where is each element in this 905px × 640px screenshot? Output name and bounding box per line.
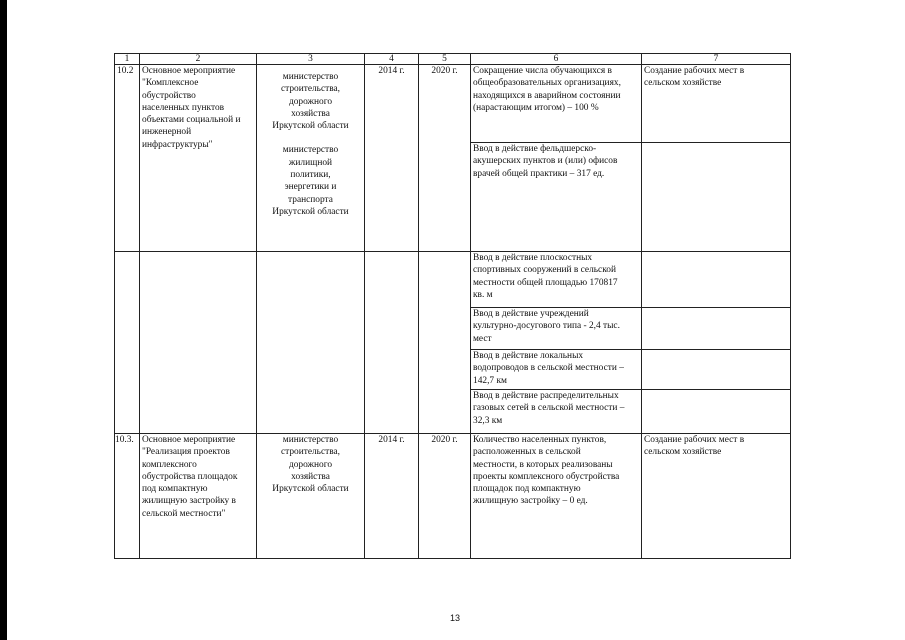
text-line: Иркутской области [272, 206, 349, 217]
text-line: кв. м [473, 289, 493, 300]
executors [257, 65, 365, 252]
text-line: дорожного [288, 459, 333, 470]
text-line: Ввод в действие фельдшерско- [473, 144, 597, 154]
text-line: под компактную [142, 484, 208, 495]
text-line: 32,3 км [473, 415, 503, 426]
text-line: проекты комплексного обустройства [473, 471, 620, 482]
text-line: хозяйства [291, 471, 330, 482]
text-line: жилищную застройку – 0 ед. [473, 496, 588, 507]
text-line: Ввод в действие учреждений [473, 309, 589, 319]
empty-cell [365, 252, 419, 434]
result-cell [471, 308, 642, 350]
text-line: Создание рабочих мест в [644, 435, 745, 445]
text-line: культурно-досугового типа - 2,4 тыс. [473, 321, 620, 332]
measure-title [140, 434, 257, 559]
text-line: "Комплексное [142, 78, 199, 89]
text-line: площадок под компактную [473, 484, 581, 495]
text-line: акушерских пунктов и (или) офисов [473, 156, 618, 167]
text-line: жилищную застройку в [142, 496, 236, 507]
result-cell [471, 252, 642, 308]
text-line: обустройства площадок [142, 471, 238, 482]
text-line: 142,7 км [473, 375, 507, 386]
header-row [115, 54, 791, 65]
text-line: мест [473, 333, 492, 344]
text-line: министерство [282, 72, 339, 82]
text-line: энергетики и [284, 182, 337, 193]
page-number: 13 [449, 613, 460, 623]
empty-cell [419, 252, 471, 434]
text-line: министерство [282, 145, 339, 156]
table-row [115, 65, 791, 143]
text-line: инженерной [142, 127, 192, 138]
text-line: объектами социальной и [142, 115, 241, 126]
start-year: 2014 г. [365, 434, 419, 559]
table-row [115, 434, 791, 559]
text-line: Основное мероприятие [142, 66, 236, 76]
text-line: (нарастающим итогом) – 100 % [473, 102, 599, 113]
text-line: населенных пунктов [142, 102, 225, 113]
text-line: газовых сетей в сельской местности – [473, 403, 625, 414]
effect-cell [642, 308, 791, 350]
text-line: транспорта [288, 194, 333, 205]
text-line: Ввод в действие распределительных [473, 391, 619, 401]
effect-cell [642, 350, 791, 390]
effect-cell [642, 390, 791, 434]
result-cell [471, 434, 642, 559]
text-line: хозяйства [291, 108, 330, 119]
table-row [115, 252, 791, 308]
result-cell [471, 65, 642, 143]
executors [257, 434, 365, 559]
text-line: политики, [290, 170, 331, 181]
text-line: общеобразовательных организациях, [473, 78, 621, 89]
result-cell [471, 350, 642, 390]
text-line: "Реализация проектов [142, 447, 230, 458]
start-year: 2014 г. [365, 65, 419, 252]
measure-title [140, 65, 257, 252]
text-line: сельской местности" [142, 508, 226, 519]
header-cell: 2 [140, 54, 257, 65]
text-line: Иркутской области [272, 484, 349, 495]
effect-cell [642, 252, 791, 308]
text-line: Ввод в действие плоскостных [473, 253, 593, 263]
header-cell: 6 [471, 54, 642, 65]
text-line: жилищной [288, 157, 333, 168]
text-line: Создание рабочих мест в [644, 66, 745, 76]
empty-cell [257, 252, 365, 434]
text-line: спортивных сооружений в сельской [473, 265, 616, 276]
row-number: 10.3. [115, 434, 140, 559]
text-line: сельском хозяйстве [644, 78, 722, 89]
effect-cell [642, 65, 791, 143]
end-year: 2020 г. [419, 65, 471, 252]
text-line: строительства, [280, 84, 341, 95]
header-cell: 7 [642, 54, 791, 65]
text-line: инфраструктуры" [142, 139, 213, 150]
text-line: расположенных в сельской [473, 447, 581, 458]
text-line: врачей общей практики – 317 ед. [473, 168, 605, 179]
text-line: местности, в которых реализованы [473, 459, 613, 470]
header-cell: 4 [365, 54, 419, 65]
text-line: министерство [282, 435, 339, 445]
effect-cell [642, 143, 791, 252]
program-table [114, 53, 791, 559]
text-line: местности общей площадью 170817 [473, 277, 618, 288]
text-line: Количество населенных пунктов, [473, 435, 607, 445]
empty-cell [115, 252, 140, 434]
row-number: 10.2 [115, 65, 140, 252]
effect-cell [642, 434, 791, 559]
text-line: дорожного [288, 96, 333, 107]
text-line: водопроводов в сельской местности – [473, 363, 624, 374]
text-line: Ввод в действие локальных [473, 351, 584, 361]
result-cell [471, 390, 642, 434]
header-cell: 5 [419, 54, 471, 65]
text-line: Сокращение числа обучающихся в [473, 66, 612, 76]
result-cell [471, 143, 642, 252]
end-year: 2020 г. [419, 434, 471, 559]
text-line: находящихся в аварийном состоянии [473, 90, 621, 101]
text-line: строительства, [280, 447, 341, 458]
text-line: сельском хозяйстве [644, 447, 722, 458]
text-line: обустройство [142, 90, 196, 101]
text-line: комплексного [142, 459, 197, 470]
empty-cell [140, 252, 257, 434]
header-cell: 1 [115, 54, 140, 65]
scan-edge [0, 0, 7, 640]
header-cell: 3 [257, 54, 365, 65]
text-line: Основное мероприятие [142, 435, 236, 445]
text-line: Иркутской области [272, 121, 349, 132]
